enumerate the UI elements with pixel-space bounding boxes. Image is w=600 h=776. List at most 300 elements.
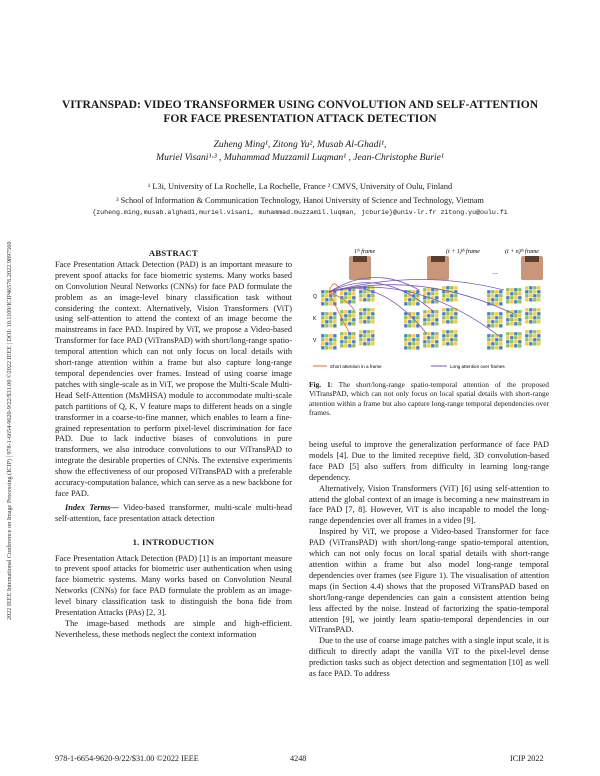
patch-cell [495, 320, 499, 324]
patch-cell [435, 344, 439, 348]
patch-cell [491, 316, 495, 320]
patch-cell [423, 314, 427, 318]
authors-line-2: Muriel Visani¹·³ , Muhammad Muzzamil Luqman¹ , Jean-Christophe Burie¹ [156, 152, 444, 163]
patch-cell [325, 346, 329, 350]
patch-cell [454, 338, 458, 342]
patch-cell [510, 336, 514, 340]
patch-cell [450, 298, 454, 302]
patch-cell [344, 332, 348, 336]
patch-cell [499, 320, 503, 324]
patch-cell [352, 344, 356, 348]
patch-cell [454, 312, 458, 316]
patch-cell [499, 338, 503, 342]
patch-cell [333, 316, 337, 320]
patch-cell [427, 288, 431, 292]
title-line-2: FOR FACE PRESENTATION ATTACK DETECTION [163, 112, 437, 125]
patch-cell [435, 314, 439, 318]
patch-cell [514, 340, 518, 344]
v-label: V [313, 338, 317, 344]
patch-cell [367, 334, 371, 338]
patch-cell [525, 290, 529, 294]
patch-cell [416, 312, 420, 316]
patch-cell [495, 290, 499, 294]
patch-cell [499, 346, 503, 350]
patch-cell [321, 334, 325, 338]
patch-cell [431, 340, 435, 344]
patch-cell [510, 292, 514, 296]
patch-cell [510, 288, 514, 292]
patch-cell [371, 338, 375, 342]
legend-long-text: Long attention over frames [450, 364, 505, 369]
patch-cell [495, 338, 499, 342]
patch-cell [325, 312, 329, 316]
author-emails: {zuheng.ming,musab.alghadi,muriel.visani, muhammad.muzzamil.luqman, jcburie}@univ-lr.fr zitong.yu@oulu.fi [92, 209, 508, 216]
patch-cell [533, 320, 537, 324]
patch-cell [442, 298, 446, 302]
patch-cell [423, 318, 427, 322]
patch-cell [321, 298, 325, 302]
patch-cell [446, 338, 450, 342]
patch-cell [329, 346, 333, 350]
patch-cell [442, 294, 446, 298]
patch-cell [525, 342, 529, 346]
patch-cell [367, 330, 371, 334]
patch-cell [487, 334, 491, 338]
patch-cell [514, 300, 518, 304]
patch-cell [442, 308, 446, 312]
patch-cell [499, 316, 503, 320]
patch-cell [329, 312, 333, 316]
patch-cell [412, 298, 416, 302]
frame-label-2: (t + 1)ᵗʰ frame [446, 249, 480, 255]
patch-cell [423, 310, 427, 314]
right-paragraph-4: Due to the use of coarse image patches with a single input scale, it is difficult to directly adapt the vanilla ViT to the pixel-level dense prediction tasks such as object detection and segmentation [10] as well as face PAD. To address [309, 636, 549, 679]
patch-cell [533, 308, 537, 312]
patch-cell [435, 336, 439, 340]
patch-cell [352, 332, 356, 336]
patch-cell [537, 308, 541, 312]
patch-cell [518, 344, 522, 348]
patch-cell [352, 322, 356, 326]
patch-cell [348, 322, 352, 326]
patch-cell [442, 330, 446, 334]
patch-cell [363, 316, 367, 320]
patch-cell [454, 330, 458, 334]
patch-cell [371, 312, 375, 316]
patch-cell [416, 334, 420, 338]
patch-cell [333, 320, 337, 324]
patch-cell [506, 314, 510, 318]
patch-cell [518, 310, 522, 314]
abstract-heading: ABSTRACT [148, 248, 199, 258]
patch-cell [495, 294, 499, 298]
patch-cell [435, 296, 439, 300]
patch-cell [412, 324, 416, 328]
patch-cell [525, 286, 529, 290]
patch-cell [525, 294, 529, 298]
patch-cell [352, 336, 356, 340]
patch-cell [529, 338, 533, 342]
long-attention-arrow [329, 285, 514, 314]
patch-cell [529, 320, 533, 324]
patch-cell [537, 338, 541, 342]
patch-cell [329, 334, 333, 338]
patch-cell [333, 338, 337, 342]
patch-cell [487, 298, 491, 302]
patch-cell [454, 320, 458, 324]
title-line-1: VITRANSPAD: VIDEO TRANSFORMER USING CONVOLUTION AND SELF-ATTENTION [61, 98, 539, 111]
patch-cell [525, 308, 529, 312]
patch-cell [408, 302, 412, 306]
patch-cell [325, 298, 329, 302]
patch-cell [359, 334, 363, 338]
face-hair-1 [353, 256, 367, 262]
patch-cell [514, 310, 518, 314]
patch-cell [518, 318, 522, 322]
patch-cell [412, 342, 416, 346]
patch-cell [506, 344, 510, 348]
patch-cell [404, 298, 408, 302]
patch-cell [491, 338, 495, 342]
patch-cell [431, 336, 435, 340]
patch-cell [344, 292, 348, 296]
patch-cell [487, 324, 491, 328]
patch-cell [329, 320, 333, 324]
patch-cell [506, 292, 510, 296]
patch-cell [431, 318, 435, 322]
patch-cell [499, 290, 503, 294]
patch-cell [321, 312, 325, 316]
patch-cell [325, 302, 329, 306]
patch-cell [333, 334, 337, 338]
patch-cell [348, 344, 352, 348]
patch-cell [359, 330, 363, 334]
patch-cell [325, 294, 329, 298]
patch-cell [340, 300, 344, 304]
patch-cell [446, 320, 450, 324]
patch-cell [367, 342, 371, 346]
patch-cell [491, 298, 495, 302]
patch-cell [533, 290, 537, 294]
patch-cell [404, 302, 408, 306]
patch-cell [352, 288, 356, 292]
patch-cell [359, 342, 363, 346]
q-label: Q [313, 294, 317, 300]
patch-cell [348, 336, 352, 340]
patch-cell [416, 302, 420, 306]
patch-cell [510, 314, 514, 318]
patch-cell [333, 324, 337, 328]
patch-cell [371, 334, 375, 338]
patch-cell [363, 320, 367, 324]
patch-cell [325, 320, 329, 324]
patch-cell [416, 290, 420, 294]
left-column [55, 248, 292, 641]
patch-cell [325, 290, 329, 294]
right-paragraph-2: Alternatively, Vision Transformers (ViT) [6] using self-attention to attend the global context of an image is becoming a new mainstream in face PAD [7, 8]. However, ViT is also incapable to model the long-range dependencies over all frames in a video [9]. [309, 483, 549, 526]
patch-cell [367, 320, 371, 324]
patch-cell [416, 342, 420, 346]
patch-cell [487, 294, 491, 298]
patch-cell [510, 300, 514, 304]
patch-cell [427, 322, 431, 326]
patch-cell [446, 286, 450, 290]
patch-cell [446, 316, 450, 320]
patch-cell [506, 336, 510, 340]
patch-cell [404, 338, 408, 342]
patch-cell [408, 324, 412, 328]
patch-cell [344, 310, 348, 314]
patch-cell [348, 332, 352, 336]
patch-cell [450, 334, 454, 338]
patch-cell [529, 286, 533, 290]
patch-cell [506, 318, 510, 322]
sidebar-doi [6, 150, 18, 620]
patch-cell [537, 298, 541, 302]
patch-cell [518, 340, 522, 344]
patch-cell [321, 346, 325, 350]
patch-cell [412, 346, 416, 350]
patch-cell [506, 332, 510, 336]
patch-cell [348, 292, 352, 296]
patch-cell [506, 288, 510, 292]
patch-cell [491, 334, 495, 338]
patch-cell [404, 334, 408, 338]
affiliation-1: ¹ L3i, University of La Rochelle, La Rochelle, France ² CMVS, University of Oulu, Finland [147, 182, 453, 191]
patch-cell [431, 292, 435, 296]
sidebar-doi-text: 2022 IEEE International Conference on Image Processing (ICIP) | 978-1-6654-9620-9/22/$31.00 ©2022 IEEE | DOI: 10.1109/ICIP46576.2022.9897560 [6, 241, 13, 620]
patch-cell [363, 312, 367, 316]
patch-cell [340, 310, 344, 314]
patch-cell [491, 342, 495, 346]
patch-cell [427, 314, 431, 318]
patch-cell [533, 316, 537, 320]
patch-cell [416, 316, 420, 320]
patch-cell [514, 318, 518, 322]
patch-cell [514, 332, 518, 336]
patch-cell [340, 322, 344, 326]
patch-cell [450, 338, 454, 342]
patch-cell [435, 318, 439, 322]
patch-cell [450, 316, 454, 320]
figure-1 [309, 244, 554, 376]
frame-label-3: (t + n)ᵗʰ frame [505, 249, 539, 255]
patch-cell [408, 298, 412, 302]
patch-cell [506, 296, 510, 300]
patch-cell [427, 318, 431, 322]
patch-cell [329, 316, 333, 320]
patch-cell [495, 316, 499, 320]
patch-cell [533, 330, 537, 334]
patch-cell [499, 334, 503, 338]
patch-cell [435, 310, 439, 314]
patch-cell [348, 296, 352, 300]
patch-cell [510, 340, 514, 344]
patch-cell [348, 314, 352, 318]
patch-cell [329, 324, 333, 328]
patch-cell [510, 318, 514, 322]
intro-paragraph-1: Face Presentation Attack Detection (PAD) [1] is an important measure to prevent spoof attacks for biometric user authentication when using face biometric systems. Many works based on Convolution Neural Networks (CNNs) for face PAD formulate the problem as an image-level binary classification task to distinguish the bona fide from Presentation Attacks (PAs) [2, 3]. [55, 553, 292, 618]
patch-cell [442, 342, 446, 346]
patch-cell [525, 338, 529, 342]
index-terms-text: Video-based transformer, multi-scale multi-head self-attention, face presentation attack detection [55, 502, 292, 523]
patch-cell [446, 298, 450, 302]
patch-cell [450, 330, 454, 334]
patch-cell [499, 294, 503, 298]
patch-cell [333, 346, 337, 350]
k-label: K [313, 316, 317, 322]
index-terms [55, 503, 292, 525]
patch-cell [423, 292, 427, 296]
patch-cell [499, 298, 503, 302]
patch-cell [491, 320, 495, 324]
patch-cell [371, 308, 375, 312]
patch-cell [427, 332, 431, 336]
footer-copyright: 978-1-6654-9620-9/22/$31.00 ©2022 IEEE [55, 754, 199, 763]
patch-cell [427, 300, 431, 304]
patch-cell [518, 314, 522, 318]
patch-cell [412, 338, 416, 342]
patch-cell [537, 312, 541, 316]
patch-cell [427, 340, 431, 344]
patch-cell [533, 312, 537, 316]
patch-cell [487, 338, 491, 342]
patch-cell [499, 312, 503, 316]
patch-cell [340, 344, 344, 348]
patch-cell [321, 316, 325, 320]
patch-cell [363, 338, 367, 342]
patch-cell [446, 330, 450, 334]
patch-cell [340, 292, 344, 296]
patch-cell [423, 288, 427, 292]
patch-cell [359, 338, 363, 342]
patch-cell [518, 336, 522, 340]
patch-cell [514, 336, 518, 340]
patch-cell [533, 298, 537, 302]
patch-cell [450, 308, 454, 312]
patch-cell [333, 312, 337, 316]
patch-cell [329, 342, 333, 346]
patch-cell [529, 342, 533, 346]
patch-cell [525, 312, 529, 316]
patch-cell [495, 346, 499, 350]
affiliation-2: ³ School of Information & Communication Technology, Hanoi University of Science and Technology, Vietnam [116, 196, 484, 205]
patch-cell [404, 342, 408, 346]
patch-cell [404, 320, 408, 324]
patch-cell [352, 292, 356, 296]
footer-page-number: 4248 [290, 754, 307, 763]
patch-cell [514, 322, 518, 326]
patch-cell [529, 298, 533, 302]
patch-cell [435, 292, 439, 296]
frame-label-1: 1ᵗʰ frame [354, 249, 376, 255]
patch-cell [371, 316, 375, 320]
patch-cell [371, 342, 375, 346]
patch-cell [529, 316, 533, 320]
patch-cell [442, 338, 446, 342]
figure-caption-label: Fig. 1 [309, 380, 331, 389]
patch-cell [533, 334, 537, 338]
patch-cell [491, 290, 495, 294]
patch-cell [348, 310, 352, 314]
patch-cell [344, 344, 348, 348]
patch-cell [518, 300, 522, 304]
patch-cell [416, 346, 420, 350]
patch-cell [363, 294, 367, 298]
patch-cell [495, 342, 499, 346]
patch-cell [525, 316, 529, 320]
patch-cell [518, 322, 522, 326]
patch-cell [367, 308, 371, 312]
patch-cell [423, 344, 427, 348]
patch-cell [442, 316, 446, 320]
figure-caption-text: : The short/long-range spatio-temporal attention of the proposed ViTransPAD, which can not only focus on local spatial details with short-range attention within a frame but also capture long-range temporal dependencies over frames. [309, 380, 549, 418]
patch-cell [329, 338, 333, 342]
patch-cell [435, 332, 439, 336]
patch-cell [495, 312, 499, 316]
patch-cell [340, 336, 344, 340]
patch-cell [325, 334, 329, 338]
patch-cell [487, 316, 491, 320]
face-hair-3 [525, 256, 539, 262]
patch-cell [363, 334, 367, 338]
patch-cell [348, 318, 352, 322]
patch-cell [359, 298, 363, 302]
patch-cell [408, 320, 412, 324]
patch-cell [363, 342, 367, 346]
patch-cell [321, 338, 325, 342]
patch-cell [506, 300, 510, 304]
patch-cell [487, 320, 491, 324]
patch-cell [431, 344, 435, 348]
patch-cell [348, 340, 352, 344]
right-paragraph-3: Inspired by ViT, we propose a Video-based Transformer for face PAD (ViTransPAD) with short/long-range spatio-temporal attention, which can not only focus on local spatial details with short-range attention within a frame but also model long-range temporal dependencies over frames (see Figure 1). The visualisation of attention maps (in Section 4.4) shows that the proposed ViTransPAD based on short/long-range dependencies can gain a consistent attention being less affected by the noise. Instead of factorizing the spatio-temporal attention [9], we jointly learn spatio-temporal dependencies in our ViTransPAD. [309, 527, 549, 635]
patch-cell [495, 324, 499, 328]
patch-cell [352, 340, 356, 344]
patch-cell [537, 334, 541, 338]
index-terms-label: Index Terms— [65, 502, 119, 512]
patch-cell [514, 292, 518, 296]
patch-cell [344, 314, 348, 318]
patch-cell [450, 312, 454, 316]
patch-cell [404, 324, 408, 328]
patch-cell [423, 340, 427, 344]
footer-venue: ICIP 2022 [510, 754, 544, 763]
patch-cell [321, 302, 325, 306]
patch-cell [529, 308, 533, 312]
patch-cell [537, 294, 541, 298]
patch-cell [352, 296, 356, 300]
legend-short-text: Short attention in a frame [330, 364, 382, 369]
patch-cell [408, 334, 412, 338]
patch-cell [340, 340, 344, 344]
patch-cell [491, 324, 495, 328]
patch-cell [446, 334, 450, 338]
patch-cell [367, 338, 371, 342]
patch-cell [499, 302, 503, 306]
patch-cell [529, 294, 533, 298]
patch-cell [371, 286, 375, 290]
patch-cell [518, 332, 522, 336]
patch-cell [446, 312, 450, 316]
patch-cell [510, 344, 514, 348]
patch-cell [325, 342, 329, 346]
patch-cell [427, 336, 431, 340]
patch-cell [529, 312, 533, 316]
frames-ellipsis: ... [492, 269, 498, 276]
patch-cell [506, 340, 510, 344]
patch-cell [510, 332, 514, 336]
